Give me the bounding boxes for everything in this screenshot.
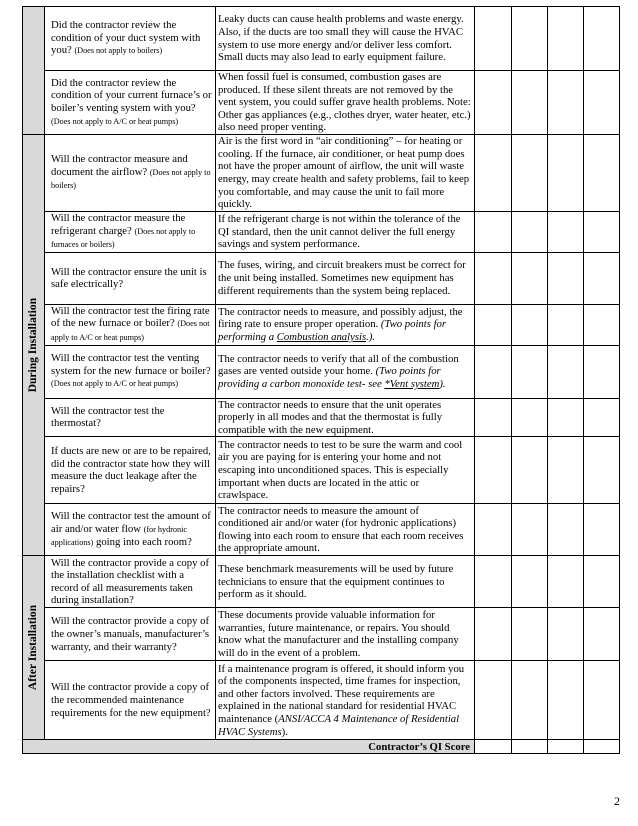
check-cell[interactable] <box>475 304 512 345</box>
check-cell[interactable] <box>475 345 512 398</box>
table-row <box>23 71 620 135</box>
explanation-cell: Air is the first word in “air conditioning” – for heating or cooling. If the furnace, air conditioner, or heat pump does not have the proper amount of airflow, the unit will waste energy, may create health and safety problems, fail to keep you comfortable, and may cause the unit to fail more quickly. <box>216 134 475 211</box>
question-cell: Will the contractor ensure the unit is safe electrically? <box>45 252 216 304</box>
explanation-cell: These documents provide valuable information for warranties, future maintenance, or repairs. You should know what the manufacturer and the installing company will do in the event of a problem. <box>216 608 475 661</box>
explanation-cell: The contractor needs to measure, and possibly adjust, the firing rate to ensure proper operation. (Two points for performing a Combustion analysis.). <box>216 304 475 345</box>
check-cell[interactable] <box>475 7 512 71</box>
question-cell: Did the contractor review the condition of your duct system with you? (Does not apply to boilers) <box>45 7 216 71</box>
check-cell[interactable] <box>475 71 512 135</box>
check-cell[interactable] <box>512 504 548 556</box>
page-number: 2 <box>614 794 620 808</box>
table-row <box>23 252 620 304</box>
check-cell[interactable] <box>512 304 548 345</box>
check-cell[interactable] <box>475 504 512 556</box>
explanation-cell: The contractor needs to measure the amount of conditioned air and/or water (for hydronic applications) flowing into each room to ensure that each room receives the appropriate amount. <box>216 504 475 556</box>
check-cell[interactable] <box>584 345 620 398</box>
check-cell[interactable] <box>548 304 584 345</box>
explanation-cell: When fossil fuel is consumed, combustion gases are produced. If these silent threats are not removed by the vent system, you could suffer grave health problems. Note: Other gas appliances (e.g., clothes dryer, water heater, etc.) also need proper venting. <box>216 71 475 135</box>
check-cell[interactable] <box>584 7 620 71</box>
check-cell[interactable] <box>584 304 620 345</box>
check-cell[interactable] <box>475 398 512 437</box>
check-cell[interactable] <box>548 437 584 504</box>
question-cell: Will the contractor provide a copy of the recommended maintenance requirements for the new equipment? <box>45 661 216 740</box>
check-cell[interactable] <box>512 134 548 211</box>
check-cell[interactable] <box>475 211 512 252</box>
question-cell: Will the contractor measure and document the airflow? (Does not apply to boilers) <box>45 134 216 211</box>
check-cell[interactable] <box>584 134 620 211</box>
table-row <box>23 398 620 437</box>
check-cell[interactable] <box>548 7 584 71</box>
table-row <box>23 556 620 608</box>
check-cell[interactable] <box>584 252 620 304</box>
explanation-cell: The contractor needs to test to be sure the warm and cool air you are paying for is entering your home and not escaping into unconditioned spaces. This is especially important when ducts are located in the attic or crawlspace. <box>216 437 475 504</box>
check-cell[interactable] <box>475 134 512 211</box>
check-cell[interactable] <box>548 252 584 304</box>
explanation-cell: The fuses, wiring, and circuit breakers must be correct for the unit being installed. Sometimes new equipment has different requirements than the system being replaced. <box>216 252 475 304</box>
qi-checklist-table <box>22 6 620 754</box>
section-during-installation <box>23 134 45 555</box>
check-cell[interactable] <box>548 661 584 740</box>
check-cell[interactable] <box>584 398 620 437</box>
table-row <box>23 661 620 740</box>
check-cell[interactable] <box>548 71 584 135</box>
check-cell[interactable] <box>512 252 548 304</box>
check-cell[interactable] <box>475 608 512 661</box>
check-cell[interactable] <box>548 211 584 252</box>
check-cell[interactable] <box>584 437 620 504</box>
table-row <box>23 7 620 71</box>
check-cell[interactable] <box>512 398 548 437</box>
check-cell[interactable] <box>548 608 584 661</box>
table-row <box>23 345 620 398</box>
score-cell[interactable] <box>584 740 620 754</box>
explanation-cell: The contractor needs to ensure that the unit operates properly in all modes and that the thermostat is fully compatible with the new equipment. <box>216 398 475 437</box>
explanation-cell: Leaky ducts can cause health problems and waste energy. Also, if the ducts are too small they will cause the HVAC system to use more energy and/or deliver less comfort. Small ducts may also lead to early equipment failure. <box>216 7 475 71</box>
table-row <box>23 304 620 345</box>
check-cell[interactable] <box>512 608 548 661</box>
section-label-during: During Installation <box>27 298 40 393</box>
check-cell[interactable] <box>512 556 548 608</box>
check-cell[interactable] <box>512 71 548 135</box>
explanation-cell: If the refrigerant charge is not within the tolerance of the QI standard, then the unit cannot deliver the full energy savings and system performance. <box>216 211 475 252</box>
check-cell[interactable] <box>584 661 620 740</box>
check-cell[interactable] <box>512 661 548 740</box>
check-cell[interactable] <box>584 556 620 608</box>
check-cell[interactable] <box>548 134 584 211</box>
check-cell[interactable] <box>475 252 512 304</box>
table-row <box>23 504 620 556</box>
check-cell[interactable] <box>548 345 584 398</box>
question-cell: Will the contractor provide a copy of the installation checklist with a record of all measurements taken during installation? <box>45 556 216 608</box>
check-cell[interactable] <box>584 504 620 556</box>
question-cell: Did the contractor review the condition of your current furnace’s or boiler’s venting system with you? (Does not apply to A/C or heat pumps) <box>45 71 216 135</box>
question-cell: Will the contractor test the thermostat? <box>45 398 216 437</box>
explanation-cell: If a maintenance program is offered, it should inform you of the components inspected, time frames for inspection, and other factors involved. These requirements are explained in the national standard for residential HVAC maintenance (ANSI/ACCA 4 Maintenance of Residential HVAC Systems). <box>216 661 475 740</box>
question-cell: Will the contractor test the firing rate of the new furnace or boiler? (Does not apply to A/C or heat pumps) <box>45 304 216 345</box>
check-cell[interactable] <box>548 504 584 556</box>
check-cell[interactable] <box>512 7 548 71</box>
check-cell[interactable] <box>584 211 620 252</box>
combustion-analysis-link[interactable]: Combustion analysis <box>276 330 367 343</box>
question-cell: If ducts are new or are to be repaired, did the contractor state how they will measure the duct leakage after the repairs? <box>45 437 216 504</box>
question-cell: Will the contractor test the venting system for the new furnace or boiler? (Does not apply to A/C or heat pumps) <box>45 345 216 398</box>
check-cell[interactable] <box>512 345 548 398</box>
table-row <box>23 211 620 252</box>
explanation-cell: These benchmark measurements will be used by future technicians to ensure that the equipment continues to perform as it should. <box>216 556 475 608</box>
score-row <box>23 740 620 754</box>
question-cell: Will the contractor test the amount of air and/or water flow (for hydronic applications) going into each room? <box>45 504 216 556</box>
check-cell[interactable] <box>548 556 584 608</box>
score-cell[interactable] <box>512 740 548 754</box>
question-cell: Will the contractor provide a copy of the owner’s manuals, manufacturer’s warranty, and their warranty? <box>45 608 216 661</box>
score-cell[interactable] <box>548 740 584 754</box>
section-label-after: After Installation <box>27 605 40 691</box>
check-cell[interactable] <box>475 437 512 504</box>
check-cell[interactable] <box>512 211 548 252</box>
section-after-installation <box>23 556 45 740</box>
check-cell[interactable] <box>548 398 584 437</box>
check-cell[interactable] <box>512 437 548 504</box>
contractor-qi-score-label: Contractor’s QI Score <box>23 740 475 754</box>
score-cell[interactable] <box>475 740 512 754</box>
section-blank <box>23 7 45 135</box>
check-cell[interactable] <box>475 661 512 740</box>
table-row <box>23 134 620 211</box>
check-cell[interactable] <box>584 608 620 661</box>
explanation-cell: The contractor needs to verify that all of the combustion gases are vented outside your home. (Two points for providing a carbon monoxide test- see *Vent system). <box>216 345 475 398</box>
table-row <box>23 608 620 661</box>
check-cell[interactable] <box>475 556 512 608</box>
table-row <box>23 437 620 504</box>
check-cell[interactable] <box>584 71 620 135</box>
vent-system-link[interactable]: *Vent system <box>384 377 440 390</box>
question-cell: Will the contractor measure the refrigerant charge? (Does not apply to furnaces or boilers) <box>45 211 216 252</box>
